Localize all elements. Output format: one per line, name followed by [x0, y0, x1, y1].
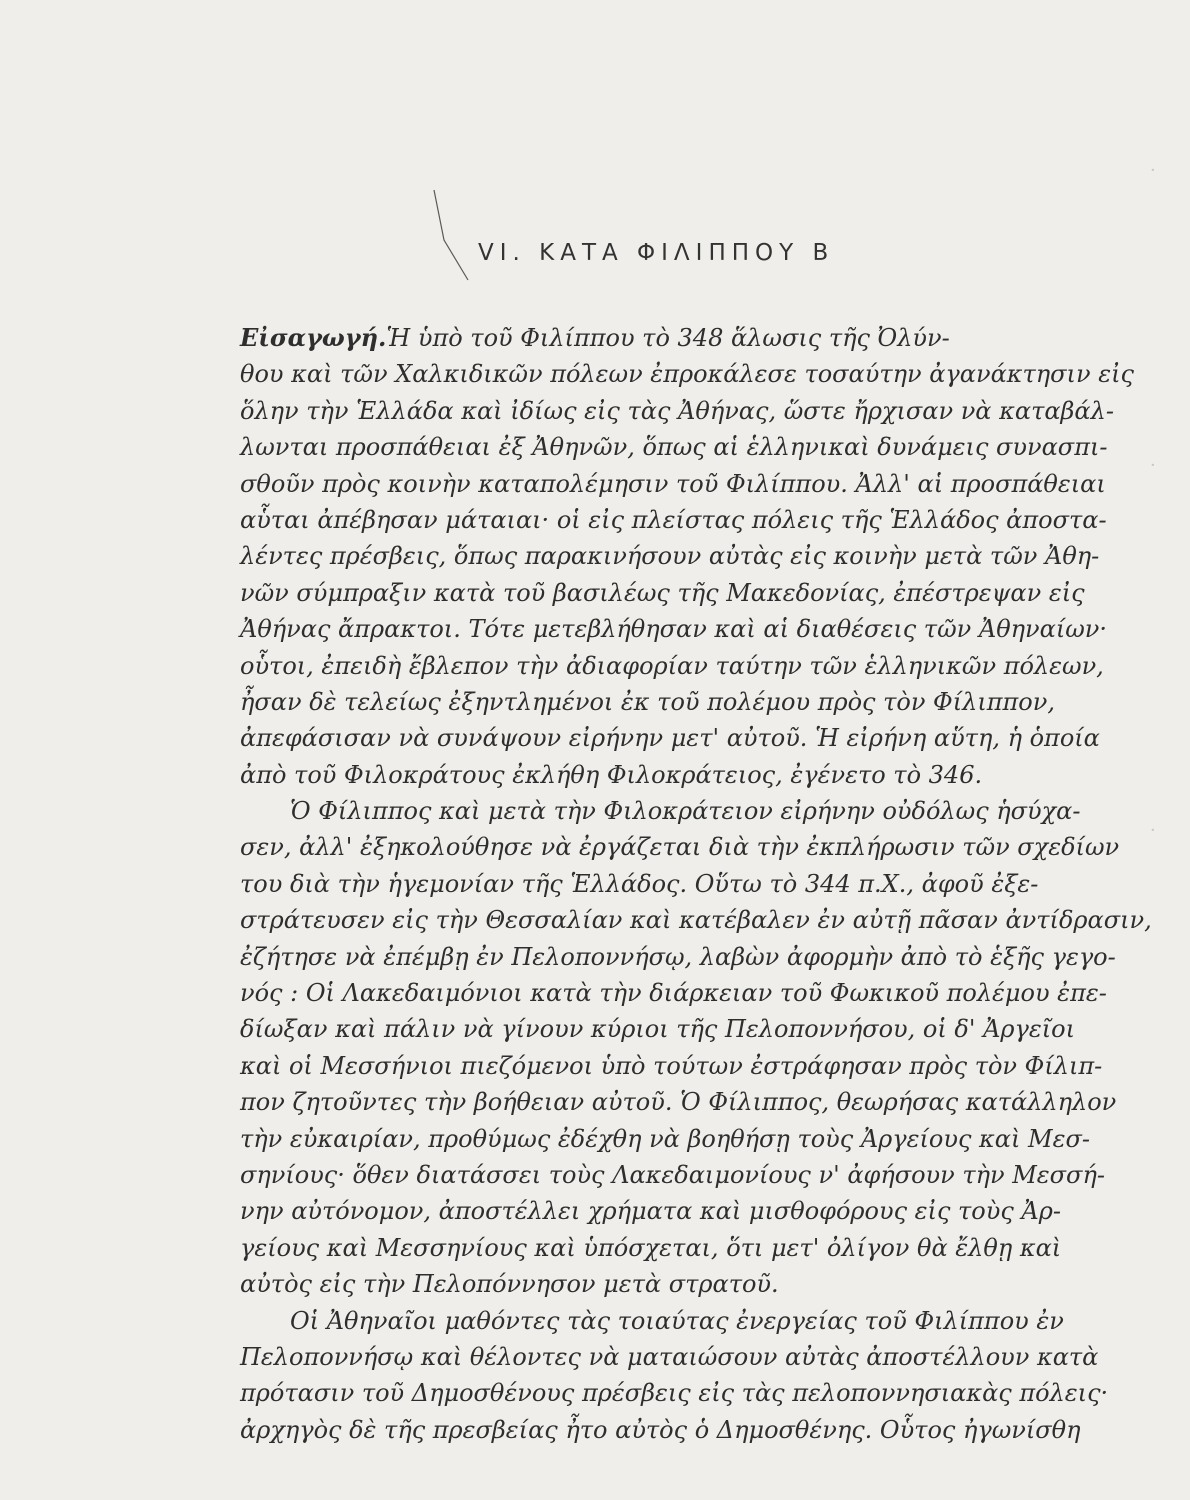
text-line	[240, 684, 1055, 720]
bleed-through-margin-mark: ·	[1150, 160, 1156, 181]
text-line	[240, 1375, 1109, 1411]
text-line	[240, 393, 1114, 429]
text-line-content: ἐζήτησε νὰ ἐπέμβῃ ἐν Πελοποννήσῳ, λαβὼν ἀφορμὴν ἀπὸ τὸ ἑξῆς γεγο-	[240, 942, 1116, 971]
text-line	[240, 720, 1100, 756]
text-line-content: στράτευσεν εἰς τὴν Θεσσαλίαν καὶ κατέβαλεν ἐν αὐτῇ πᾶσαν ἀντίδρασιν,	[240, 906, 1152, 935]
text-line-content: Ὁ Φίλιππος καὶ μετὰ τὴν Φιλοκράτειον εἰρήνην οὐδόλως ἡσύχα-	[290, 797, 1081, 826]
text-line	[240, 1266, 905, 1302]
text-line	[240, 466, 1106, 502]
text-line-content: οὗτοι, ἐπειδὴ ἔβλεπον τὴν ἀδιαφορίαν ταύτην τῶν ἑλληνικῶν πόλεων,	[240, 651, 1104, 680]
text-line-content: ὅλην τὴν Ἑλλάδα καὶ ἰδίως εἰς τὰς Ἀθήνας, ὥστε ἤρχισαν νὰ καταβάλ-	[240, 396, 1114, 425]
text-line-content: Ἡ ὑπὸ τοῦ Φιλίππου τὸ 348 ἅλωσις τῆς Ὀλύν-	[386, 324, 950, 352]
chapter-heading: VI. ΚΑΤΑ ΦΙΛΙΠΠΟΥ Β	[478, 240, 835, 266]
text-line-content: νῶν σύμπραξιν κατὰ τοῦ βασιλέως τῆς Μακεδονίας, ἐπέστρεψαν εἰς	[240, 578, 1085, 607]
text-line-content: ἀπεφάσισαν νὰ συνάψουν εἰρήνην μετ' αὐτοῦ. Ἡ εἰρήνη αὕτη, ἡ ὁποία	[240, 724, 1100, 753]
text-line-content: Ἀθήνας ἄπρακτοι. Τότε μετεβλήθησαν καὶ αἱ διαθέσεις τῶν Ἀθηναίων·	[240, 615, 1108, 644]
text-line-content: Πελοποννήσῳ καὶ θέλοντες νὰ ματαιώσουν αὐτὰς ἀποστέλλουν κατὰ	[240, 1342, 1099, 1371]
text-line	[240, 975, 1107, 1011]
text-line	[240, 866, 1039, 902]
text-line-content: νός : Οἱ Λακεδαιμόνιοι κατὰ τὴν διάρκειαν τοῦ Φωκικοῦ πολέμου ἐπε-	[240, 979, 1107, 1008]
text-line-content: σηνίους· ὅθεν διατάσσει τοὺς Λακεδαιμονίους ν' ἀφήσουν τὴν Μεσσή-	[240, 1160, 1105, 1189]
text-line	[240, 356, 1134, 392]
text-line-content: σθοῦν πρὸς κοινὴν καταπολέμησιν τοῦ Φιλίππου. Ἀλλ' αἱ προσπάθειαι	[240, 469, 1106, 498]
text-line	[240, 939, 1116, 975]
text-line	[240, 1412, 1081, 1448]
text-line	[240, 575, 1085, 611]
text-line-content: νην αὐτόνομον, ἀποστέλλει χρήματα καὶ μισθοφόρους εἰς τοὺς Ἀρ-	[240, 1197, 1061, 1226]
bleed-through-margin-mark: ·	[1150, 820, 1156, 841]
text-line-content: σεν, ἀλλ' ἐξηκολούθησε νὰ ἐργάζεται διὰ τὴν ἐκπλήρωσιν τῶν σχεδίων	[240, 833, 1120, 862]
text-line	[240, 611, 1108, 647]
text-line	[240, 1193, 1061, 1229]
text-line-content: Οἱ Ἀθηναῖοι μαθόντες τὰς τοιαύτας ἐνεργείας τοῦ Φιλίππου ἐν	[290, 1306, 1064, 1335]
handwritten-pencil-mark-icon	[432, 188, 472, 284]
body-text	[240, 320, 1152, 1448]
text-line	[240, 1157, 1105, 1193]
bleed-through-margin-mark: ·	[1150, 455, 1156, 476]
text-line-content: λέντες πρέσβεις, ὅπως παρακινήσουν αὐτὰς εἰς κοινὴν μετὰ τῶν Ἀθη-	[240, 542, 1100, 571]
text-line	[240, 429, 1108, 465]
intro-label: Εἰσαγωγή.	[240, 323, 387, 352]
text-line	[240, 502, 1107, 538]
text-line	[240, 757, 983, 793]
text-line	[240, 1011, 1075, 1047]
text-line-content: πρότασιν τοῦ Δημοσθένους πρέσβεις εἰς τὰς πελοποννησιακὰς πόλεις·	[240, 1379, 1109, 1408]
text-line-content: πον ζητοῦντες τὴν βοήθειαν αὐτοῦ. Ὁ Φίλιππος, θεωρήσας κατάλληλον	[240, 1088, 1117, 1117]
text-line	[240, 648, 1104, 684]
text-line-content: ἀπὸ τοῦ Φιλοκράτους ἐκλήθη Φιλοκράτειος, ἐγένετο τὸ 346.	[240, 760, 983, 789]
text-line-content: γείους καὶ Μεσσηνίους καὶ ὑπόσχεται, ὅτι μετ' ὀλίγον θὰ ἔλθῃ καὶ	[240, 1233, 1062, 1262]
text-line	[240, 1339, 1099, 1375]
text-line-content: αὗται ἀπέβησαν μάταιαι· οἱ εἰς πλείστας πόλεις τῆς Ἑλλάδος ἀποστα-	[240, 505, 1107, 534]
text-line	[240, 1303, 1064, 1339]
text-line-content: αὐτὸς εἰς τὴν Πελοπόννησον μετὰ στρατοῦ.	[240, 1270, 779, 1299]
text-line-content: τὴν εὐκαιρίαν, προθύμως ἐδέχθη νὰ βοηθήσῃ τοὺς Ἀργείους καὶ Μεσ-	[240, 1124, 1090, 1153]
text-line-content: λωνται προσπάθειαι ἐξ Ἀθηνῶν, ὅπως αἱ ἑλληνικαὶ δυνάμεις συνασπι-	[240, 433, 1108, 462]
text-line	[240, 320, 950, 356]
text-line	[240, 1084, 1117, 1120]
text-line	[240, 538, 1100, 574]
text-line-content: δίωξαν καὶ πάλιν νὰ γίνουν κύριοι τῆς Πελοποννήσου, οἱ δ' Ἀργεῖοι	[240, 1015, 1075, 1044]
text-line-content: ἀρχηγὸς δὲ τῆς πρεσβείας ἦτο αὐτὸς ὁ Δημοσθένης. Οὗτος ἠγωνίσθη	[240, 1415, 1081, 1444]
text-line-content: καὶ οἱ Μεσσήνιοι πιεζόμενοι ὑπὸ τούτων ἐστράφησαν πρὸς τὸν Φίλιπ-	[240, 1051, 1103, 1080]
text-line	[240, 1121, 1090, 1157]
text-line	[240, 829, 1120, 865]
text-line	[240, 902, 1152, 938]
text-line-content: ἦσαν δὲ τελείως ἐξηντλημένοι ἐκ τοῦ πολέμου πρὸς τὸν Φίλιππον,	[240, 687, 1055, 716]
text-line	[240, 1048, 1103, 1084]
text-line-content: του διὰ τὴν ἡγεμονίαν τῆς Ἑλλάδος. Οὕτω τὸ 344 π.Χ., ἀφοῦ ἐξε-	[240, 869, 1039, 898]
text-line-content: θου καὶ τῶν Χαλκιδικῶν πόλεων ἐπροκάλεσε τοσαύτην ἀγανάκτησιν εἰς	[240, 360, 1134, 389]
text-line	[240, 793, 1081, 829]
text-line	[240, 1230, 1062, 1266]
